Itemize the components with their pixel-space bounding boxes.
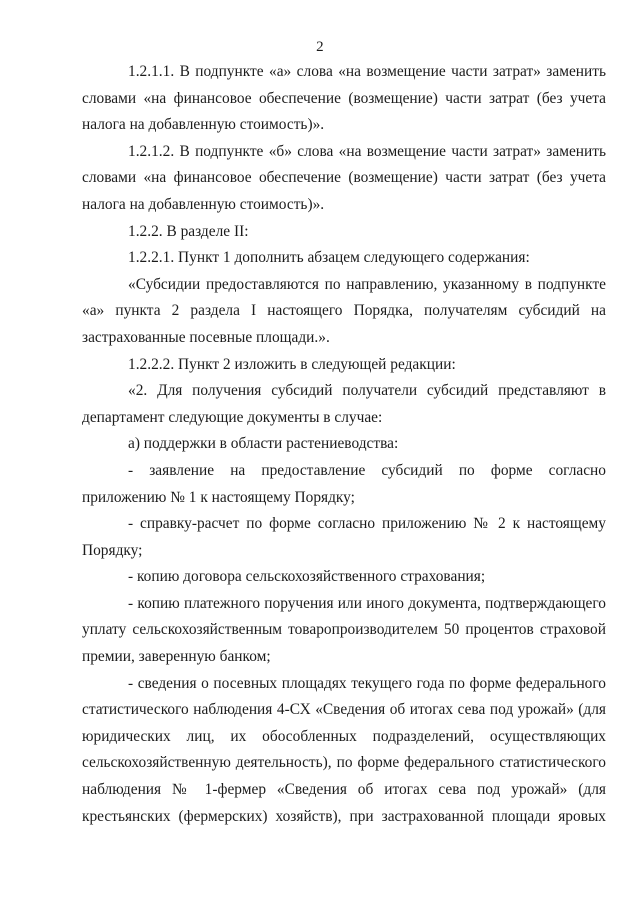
document-body (82, 59, 606, 830)
list-item-calculation: - справку-расчет по форме согласно приложению № 2 к настоящему Порядку; (82, 515, 606, 559)
paragraph-1-2-1-2: 1.2.1.2. В подпункте «б» слова «на возмещение части затрат» заменить словами «на финансовое обеспечение (возмещение) части затрат (без учета налога на добавленную стоимость)». (82, 142, 606, 213)
page-number: 2 (316, 39, 324, 55)
paragraph-item-a: а) поддержки в области растениеводства: (128, 435, 399, 453)
paragraph-1-2-2-1: 1.2.2.1. Пункт 1 дополнить абзацем следующего содержания: (128, 249, 530, 267)
paragraph-1-2-2-2: 1.2.2.2. Пункт 2 изложить в следующей редакции: (128, 355, 456, 373)
list-item-sowing-data: - сведения о посевных площадях текущего года по форме федерального статистического наблюдения 4-СХ «Сведения об итогах сева под урожай» (для юридических лиц, их обособленных подразделений, осуществляющих сельскохозяйственную деятельность), по форме федерального статистического наблюдения № 1-фермер «Сведения об итогах сева под урожай» (для крестьянских (фермерских) хозяйств), при застрахованной площади яровых (82, 674, 606, 825)
paragraph-1-2-2: 1.2.2. В разделе II: (128, 222, 249, 240)
paragraph-1-2-1-1: 1.2.1.1. В подпункте «а» слова «на возмещение части затрат» заменить словами «на финансовое обеспечение (возмещение) части затрат (без учета налога на добавленную стоимость)». (82, 63, 606, 134)
list-item-insurance-contract: - копию договора сельскохозяйственного страхования; (128, 568, 486, 586)
paragraph-quote-subsidies: «Субсидии предоставляются по направлению, указанному в подпункте «а» пункта 2 раздела I настоящего Порядка, получателям субсидий на застрахованные посевные площади.». (82, 275, 606, 346)
list-item-application: - заявление на предоставление субсидий по форме согласно приложению № 1 к настоящему Порядку; (82, 461, 606, 506)
list-item-payment-order: - копию платежного поручения или иного документа, подтверждающего уплату сельскохозяйственным товаропроизводителем 50 процентов страховой премии, заверенную банком; (82, 594, 606, 666)
paragraph-point-2: «2. Для получения субсидий получатели субсидий представляют в департамент следующие документы в случае: (82, 382, 606, 426)
